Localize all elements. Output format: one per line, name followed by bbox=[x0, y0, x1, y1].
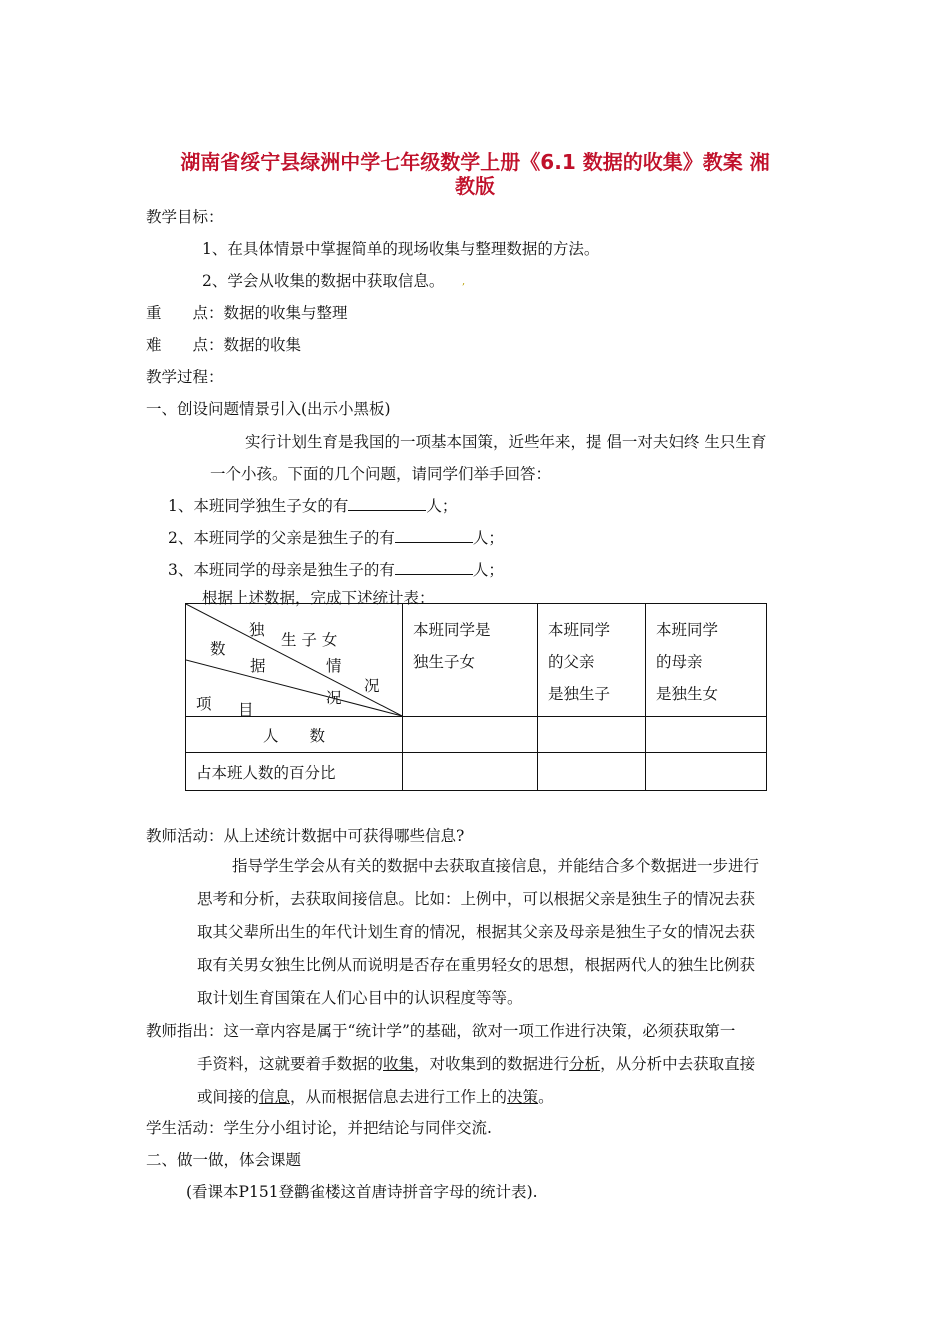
header-students-line-2: 独生子女 bbox=[413, 653, 476, 671]
table-cell[interactable] bbox=[538, 753, 646, 791]
header-mothers-line-2: 的母亲 bbox=[656, 653, 703, 671]
teacher-points-line-2 bbox=[197, 1048, 755, 1081]
table-cell[interactable] bbox=[646, 717, 767, 753]
question-3 bbox=[168, 558, 504, 580]
diag-label-kuang-right: 况 bbox=[364, 677, 380, 695]
section2-heading: 二、做一做，体会课题 bbox=[146, 1151, 302, 1169]
question-2-unit: 人； bbox=[472, 529, 504, 547]
question-3-unit: 人； bbox=[472, 561, 504, 579]
question-2-text: 2、本班同学的父亲是独生子的有 bbox=[168, 529, 395, 547]
diag-label-sheng-zi-nv: 生 子 女 bbox=[281, 631, 338, 649]
section1-intro-line-1: 实行计划生育是我国的一项基本国策，近些年来，提 倡一对夫妇终 生只生育 bbox=[245, 433, 767, 451]
student-activity-label: 学生活动： bbox=[146, 1119, 224, 1137]
row-label-percentage-text: 占本班人数的百分比 bbox=[196, 763, 336, 782]
section2-note: (看课本P151登鹳雀楼这首唐诗拼音字母的统计表). bbox=[186, 1183, 538, 1201]
row-label-count-text: 人 数 bbox=[262, 726, 325, 745]
header-cell-students bbox=[403, 604, 538, 717]
question-3-text: 3、本班同学的母亲是独生子的有 bbox=[168, 561, 395, 579]
difficult-point-label: 难 点： bbox=[146, 336, 224, 354]
key-point-label: 重 点： bbox=[146, 304, 224, 322]
diagonal-lines bbox=[186, 604, 402, 716]
teacher-points-line-3 bbox=[197, 1081, 554, 1114]
header-students-line-1: 本班同学是 bbox=[413, 621, 491, 639]
table-row bbox=[186, 753, 767, 791]
question-2 bbox=[168, 526, 504, 548]
answer-blank-3[interactable] bbox=[395, 560, 473, 575]
table-caption: 根据上述数据，完成下述统计表： bbox=[202, 589, 435, 607]
key-point bbox=[146, 301, 348, 323]
title-line-1: 湖南省绥宁县绿洲中学七年级数学上册《6.1 数据的收集》教案 湘 bbox=[180, 150, 770, 174]
header-cell-mothers bbox=[646, 604, 767, 717]
teacher-activity-question: 从上述统计数据中可获得哪些信息? bbox=[223, 827, 465, 845]
teacher-points-2c: ，从分析中去获取直接 bbox=[600, 1055, 756, 1073]
term-collect: 收集 bbox=[383, 1055, 415, 1073]
diag-label-kuang-mid: 况 bbox=[326, 689, 342, 707]
diag-label-ju: 据 bbox=[250, 657, 266, 675]
diag-label-mu: 目 bbox=[238, 701, 254, 719]
header-mothers-line-3: 是独生女 bbox=[656, 685, 719, 703]
teacher-points-2b: ，对收集到的数据进行 bbox=[414, 1055, 570, 1073]
table-row bbox=[186, 717, 767, 753]
header-cell-fathers bbox=[538, 604, 646, 717]
answer-blank-2[interactable] bbox=[395, 528, 473, 543]
teacher-points-text-1: 这一章内容是属于“统计学”的基础，欲对一项工作进行决策，必须获取第一 bbox=[223, 1022, 736, 1040]
diag-label-shu: 数 bbox=[210, 640, 226, 658]
answer-blank-1[interactable] bbox=[348, 496, 426, 511]
table-cell[interactable] bbox=[538, 717, 646, 753]
teacher-activity-line-1: 指导学生学会从有关的数据中去获取直接信息，并能结合多个数据进一步进行 bbox=[232, 857, 760, 875]
term-analyze: 分析 bbox=[569, 1055, 601, 1073]
teacher-activity-label: 教师活动： bbox=[146, 827, 224, 845]
teacher-activity-line-3: 取其父辈所出生的年代计划生育的情况，根据其父亲及母亲是独生子女的情况去获 bbox=[197, 923, 756, 941]
section1-heading: 一、创设问题情景引入(出示小黑板) bbox=[146, 400, 391, 418]
teacher-points-label: 教师指出： bbox=[146, 1022, 224, 1040]
teacher-activity-line-4: 取有关男女独生比例从而说明是否存在重男轻女的思想，根据两代人的独生比例获 bbox=[197, 956, 756, 974]
diag-label-xiang: 项 bbox=[196, 695, 212, 713]
difficult-point-text: 数据的收集 bbox=[223, 336, 302, 354]
row-label-count bbox=[186, 717, 403, 753]
teacher-activity-line-5: 取计划生育国策在人们心目中的认识程度等等。 bbox=[197, 989, 523, 1007]
diag-label-qing: 情 bbox=[326, 657, 342, 675]
teacher-activity bbox=[146, 824, 464, 846]
teacher-points-3b: ，从而根据信息去进行工作上的 bbox=[290, 1088, 508, 1106]
question-1-unit: 人； bbox=[426, 497, 458, 515]
objectives-heading: 教学目标： bbox=[146, 208, 224, 226]
key-point-text: 数据的收集与整理 bbox=[223, 304, 348, 322]
teacher-points-3c: 。 bbox=[538, 1088, 554, 1106]
term-information: 信息 bbox=[259, 1088, 291, 1106]
question-1 bbox=[168, 494, 457, 516]
diagonal-header-cell bbox=[186, 604, 403, 717]
student-activity bbox=[146, 1116, 492, 1138]
header-mothers-line-1: 本班同学 bbox=[656, 621, 719, 639]
term-decision: 决策 bbox=[507, 1088, 539, 1106]
teacher-points-line-1 bbox=[146, 1015, 735, 1048]
speck-mark: , bbox=[462, 276, 466, 287]
table-cell[interactable] bbox=[646, 753, 767, 791]
statistics-table bbox=[185, 603, 767, 791]
process-heading: 教学过程： bbox=[146, 368, 224, 386]
teacher-points-3a: 或间接的 bbox=[197, 1088, 260, 1106]
diag-label-du: 独 bbox=[249, 621, 265, 639]
header-fathers-line-3: 是独生子 bbox=[548, 685, 611, 703]
question-1-text: 1、本班同学独生子女的有 bbox=[168, 497, 349, 515]
table-cell[interactable] bbox=[403, 753, 538, 791]
table-cell[interactable] bbox=[403, 717, 538, 753]
objective-item-2: 2、学会从收集的数据中获取信息。 bbox=[202, 272, 445, 290]
student-activity-text: 学生分小组讨论，并把结论与同伴交流. bbox=[223, 1119, 492, 1137]
objective-item-1: 1、在具体情景中掌握简单的现场收集与整理数据的方法。 bbox=[202, 240, 600, 258]
row-label-percentage bbox=[186, 753, 403, 791]
header-fathers-line-1: 本班同学 bbox=[548, 621, 611, 639]
teacher-points-2a: 手资料，这就要着手数据的 bbox=[197, 1055, 384, 1073]
teacher-activity-line-2: 思考和分析，去获取间接信息。比如：上例中，可以根据父亲是独生子的情况去获 bbox=[197, 890, 756, 908]
header-fathers-line-2: 的父亲 bbox=[548, 653, 595, 671]
section1-intro-line-2: 一个小孩。下面的几个问题，请同学们举手回答： bbox=[210, 465, 552, 483]
title-line-2: 教版 bbox=[455, 174, 495, 198]
difficult-point bbox=[146, 333, 301, 355]
